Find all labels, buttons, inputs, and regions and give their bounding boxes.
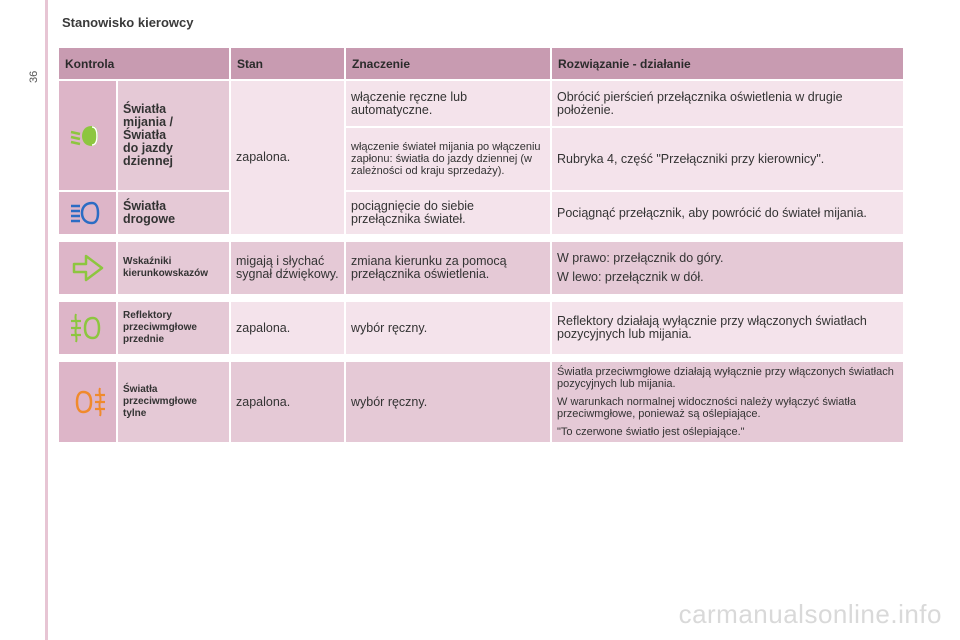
page-number: 36	[28, 70, 40, 83]
front-fog-state: zapalona.	[231, 302, 344, 354]
front-fog-action: Reflektory działają wyłącznie przy włączonych światłach pozycyjnych lub mijania.	[552, 302, 903, 354]
rear-fog-meaning: wybór ręczny.	[346, 362, 550, 442]
front-fog-meaning: wybór ręczny.	[346, 302, 550, 354]
front-fog-name: Reflektory przeciwmgłowe przednie	[118, 302, 229, 354]
table-row	[59, 362, 903, 442]
header-kontrola: Kontrola	[59, 48, 229, 79]
indicators-name: Wskaźniki kierunkowskazów	[118, 242, 229, 294]
lights-row1-meaning: włączenie ręczne lub automatyczne.	[346, 81, 550, 126]
lights-row2-meaning: włączenie świateł mijania po włączeniu zapłonu: światła do jazdy dziennej (w zależności od kraju sprzedaży).	[346, 128, 550, 190]
dipped-beam-name: Światła mijania / Światła do jazdy dziennej	[118, 81, 229, 190]
rear-fog-light-icon	[68, 385, 108, 419]
section-title: Stanowisko kierowcy	[62, 15, 194, 30]
indicators-meaning: zmiana kierunku za pomocą przełącznika oświetlenia.	[346, 242, 550, 294]
lights-state: zapalona.	[231, 81, 344, 234]
indicators-action: W prawo: przełącznik do góry. W lewo: przełącznik w dół.	[552, 242, 903, 294]
icon-cell	[59, 192, 116, 234]
table-header-row	[59, 48, 903, 79]
header-stan: Stan	[231, 48, 344, 79]
table-row	[59, 192, 903, 234]
turn-signal-arrow-icon	[68, 252, 108, 284]
page-side-bar	[45, 0, 48, 640]
indicators-state: migają i słychać sygnał dźwiękowy.	[231, 242, 344, 294]
rear-fog-action: Światła przeciwmgłowe działają wyłącznie przy włączonych światłach pozycyjnych lub mijania. W warunkach normalnej widoczności należy wyłączyć światła przeciwmgłowe, ponieważ są oślepiające. "To czerwone światło jest oślepiające."	[552, 362, 903, 442]
rear-fog-state: zapalona.	[231, 362, 344, 442]
table-row	[59, 81, 903, 126]
dipped-beam-icon	[68, 120, 108, 152]
lights-row1-action: Obrócić pierścień przełącznika oświetlenia w drugie położenie.	[552, 81, 903, 126]
lights-row2-action: Rubryka 4, część "Przełączniki przy kierownicy".	[552, 128, 903, 190]
warning-lights-table	[57, 46, 905, 444]
header-znaczenie: Znaczenie	[346, 48, 550, 79]
rear-fog-name: Światła przeciwmgłowe tylne	[118, 362, 229, 442]
main-beam-name: Światła drogowe	[118, 192, 229, 234]
icon-cell	[59, 242, 116, 294]
main-beam-icon	[68, 197, 108, 229]
lights-row3-action: Pociągnąć przełącznik, aby powrócić do świateł mijania.	[552, 192, 903, 234]
front-fog-light-icon	[68, 311, 108, 345]
icon-cell	[59, 302, 116, 354]
watermark: carmanualsonline.info	[678, 599, 942, 629]
icon-cell	[59, 362, 116, 442]
table-row	[59, 242, 903, 294]
header-rozwiazanie: Rozwiązanie - działanie	[552, 48, 903, 79]
icon-cell	[59, 81, 116, 190]
lights-row3-meaning: pociągnięcie do siebie przełącznika świateł.	[346, 192, 550, 234]
table-row	[59, 302, 903, 354]
